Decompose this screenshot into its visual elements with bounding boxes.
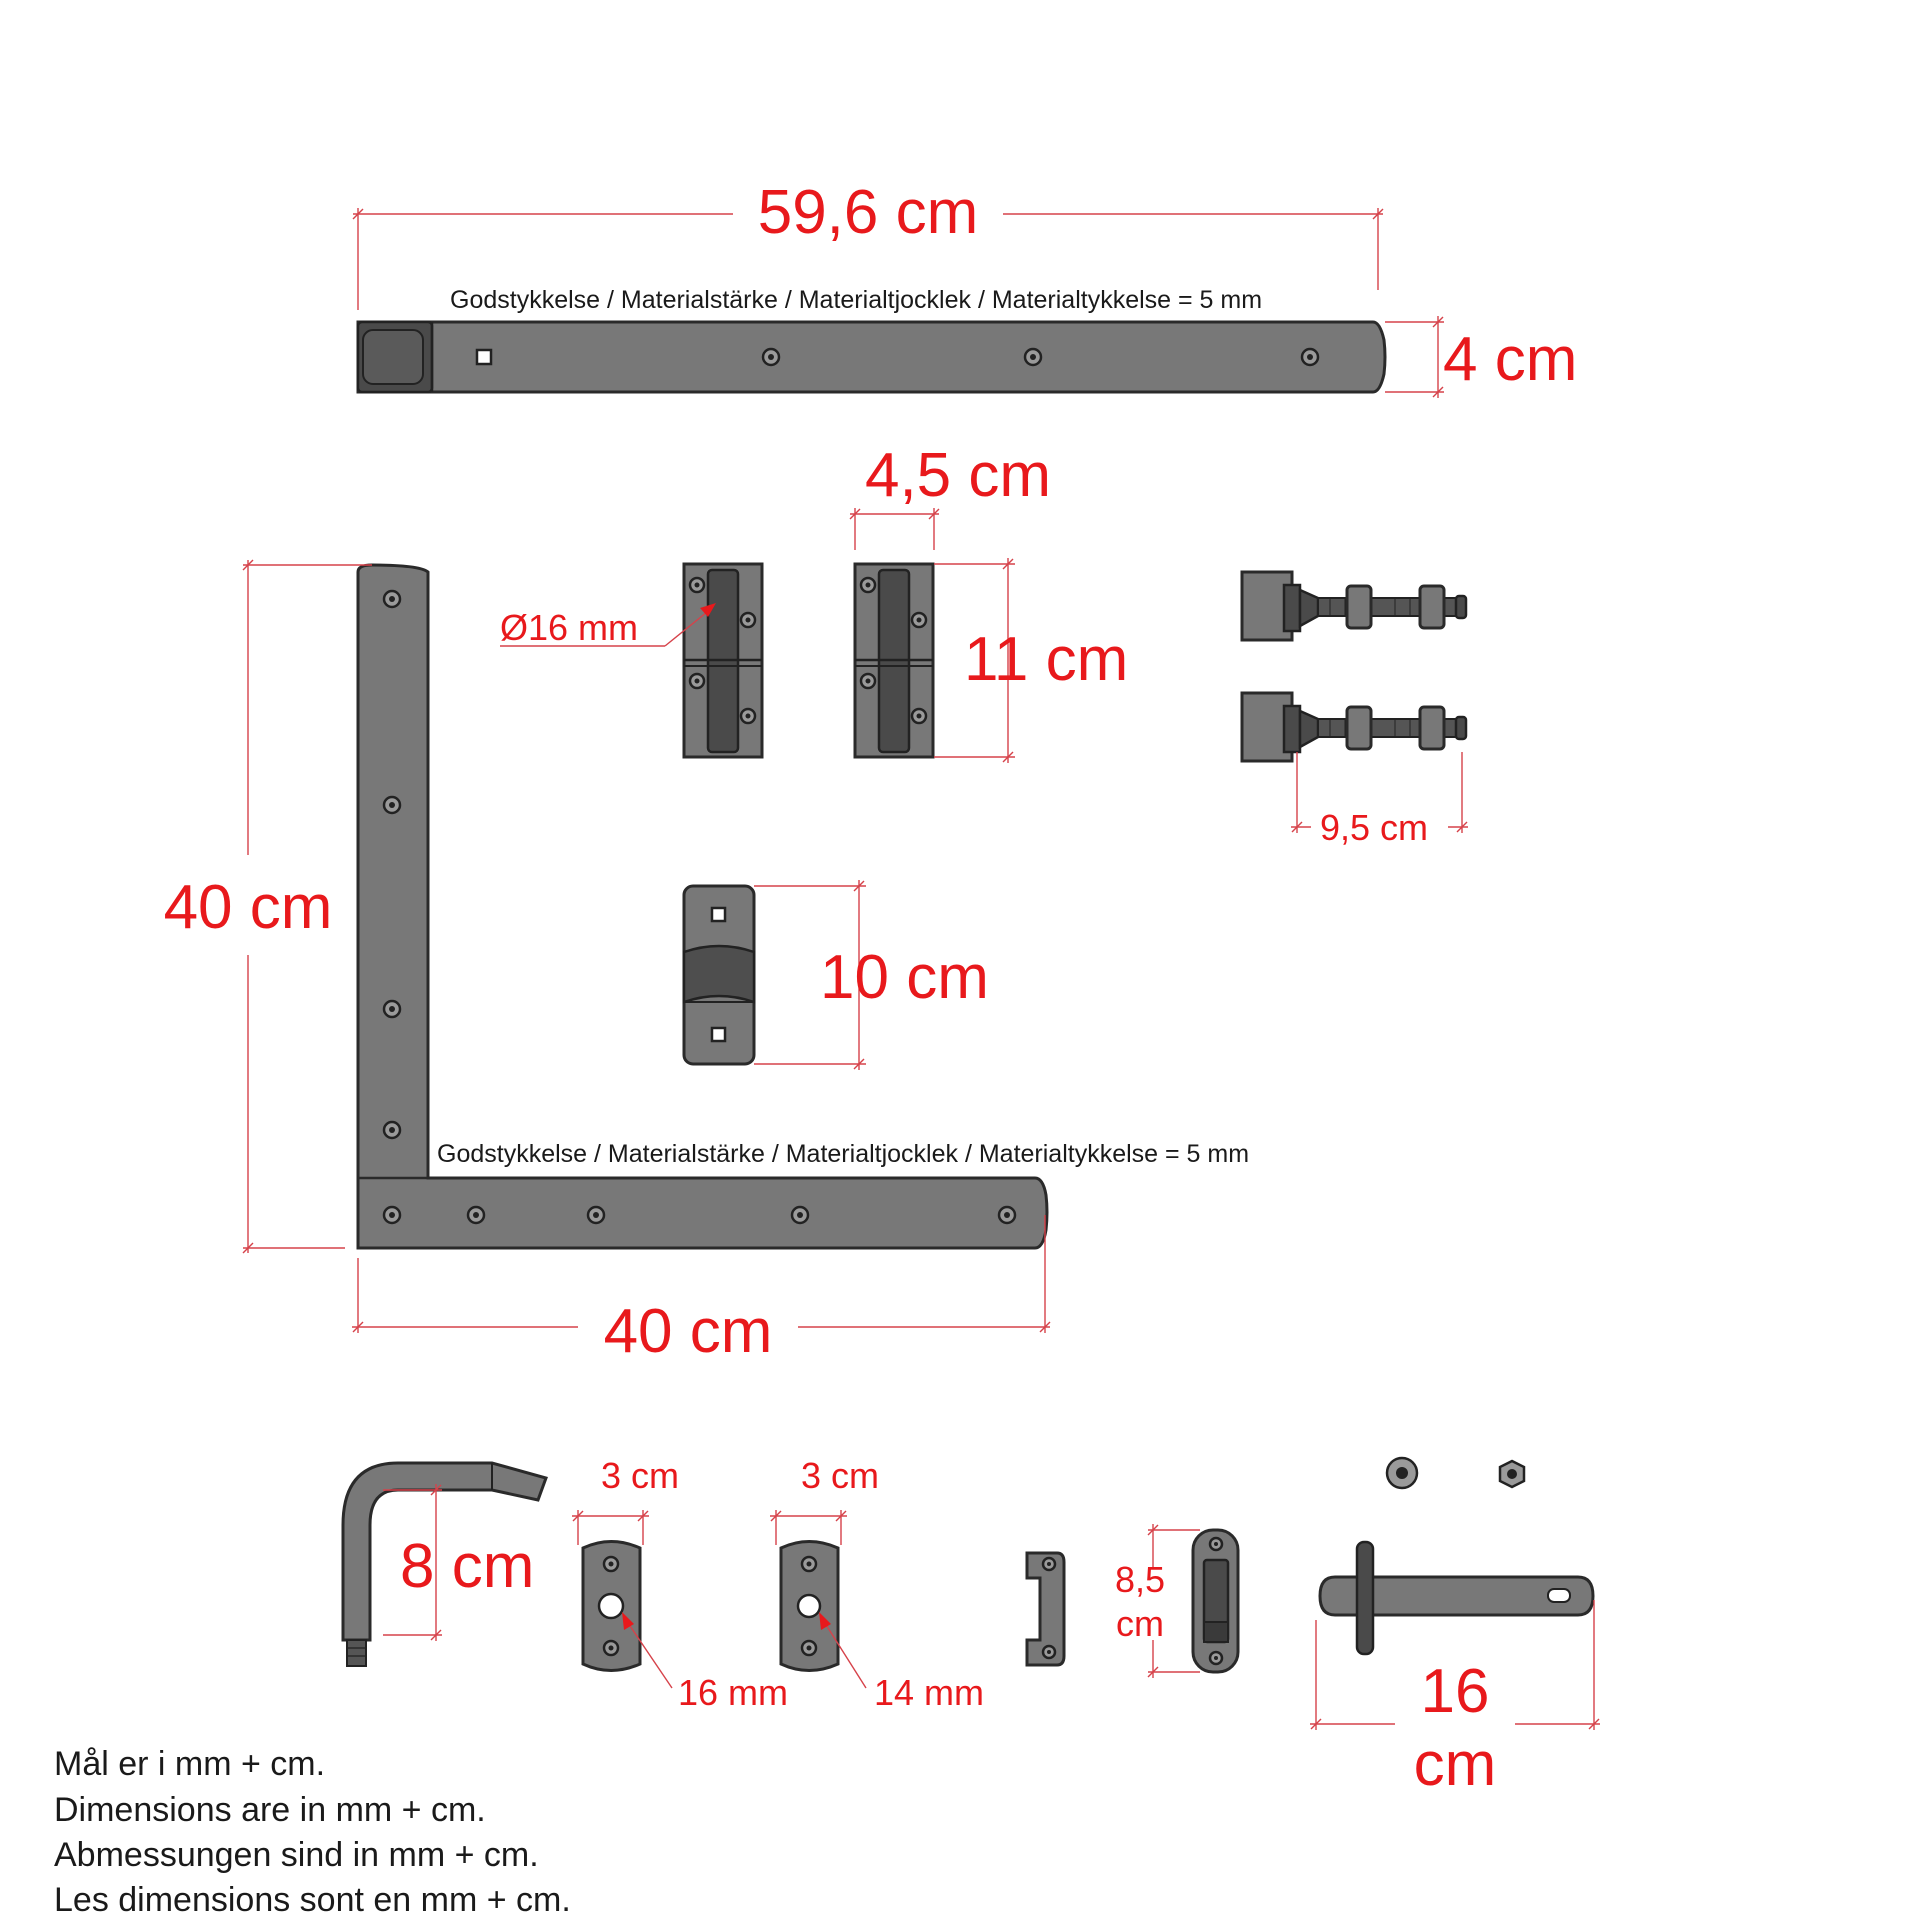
pintle-height-label: 11 cm xyxy=(964,625,1129,694)
hinge-vertical-dimension xyxy=(164,560,372,1253)
bolt-length-dimension xyxy=(1291,752,1468,848)
bolt-number-label: 16 xyxy=(1420,1657,1490,1726)
pintle-width-dimension xyxy=(850,441,1051,550)
hinge-vertical-label: 40 cm xyxy=(163,873,333,942)
bolt-pintle-bottom xyxy=(1242,693,1466,761)
bolt-pintle-top xyxy=(1242,572,1466,640)
plate-height-label: 10 cm xyxy=(820,943,989,1012)
thickness-note-top: Godstykkelse / Materialstärke / Materialtjocklek / Materialtykkelse = 5 mm xyxy=(450,286,1263,314)
eye-plate-2-hole-label: 14 mm xyxy=(874,1672,985,1713)
barrel-bolt-dimension xyxy=(1310,1600,1600,1799)
pintle-plate-left xyxy=(684,564,762,757)
washer-icon xyxy=(1387,1458,1417,1488)
bolt-unit-label: cm xyxy=(1413,1730,1497,1799)
hook-length-dimension xyxy=(383,1484,534,1641)
hinge-horizontal-label: 40 cm xyxy=(603,1297,773,1366)
keeper-bracket xyxy=(1027,1553,1064,1665)
nut-icon xyxy=(1500,1461,1524,1487)
strap-height-dimension xyxy=(1385,316,1577,398)
plate-height-dimension xyxy=(754,880,989,1070)
units-note-german: Abmessungen sind in mm + cm. xyxy=(54,1836,539,1874)
eye-plate-2-width-label: 3 cm xyxy=(800,1455,880,1496)
hook-length-label: 8 cm xyxy=(400,1532,535,1601)
strap-height-label: 4 cm xyxy=(1443,325,1578,394)
pintle-height-dimension xyxy=(934,558,1128,763)
eye-plate-1-hole-label: 16 mm xyxy=(678,1672,789,1713)
strap-hinge-drawing xyxy=(358,322,1385,392)
pintle-width-label: 4,5 cm xyxy=(864,441,1052,510)
eye-plate-1-width-label: 3 cm xyxy=(600,1455,680,1496)
eye-plate-14mm xyxy=(781,1542,838,1671)
units-note-danish: Mål er i mm + cm. xyxy=(54,1745,326,1783)
hinge-plate-drawing xyxy=(684,886,754,1064)
keeper-height-unit: cm xyxy=(1116,1603,1164,1644)
keeper-height-number: 8,5 xyxy=(1114,1559,1166,1600)
keeper-height-dimension xyxy=(1115,1524,1200,1678)
units-note-french: Les dimensions sont en mm + cm. xyxy=(54,1881,571,1919)
strap-length-label: 59,6 cm xyxy=(757,178,979,247)
barrel-bolt xyxy=(1320,1542,1593,1654)
keeper-plate xyxy=(1193,1530,1238,1672)
units-note xyxy=(54,1745,571,1919)
eye-plate-16mm xyxy=(583,1542,640,1671)
bolt-length-label: 9,5 cm xyxy=(1320,807,1429,848)
units-note-english: Dimensions are in mm + cm. xyxy=(54,1791,486,1829)
pin-diameter-label: Ø16 mm xyxy=(500,607,639,648)
pintle-plate-right xyxy=(855,564,933,757)
thickness-note-corner: Godstykkelse / Materialstärke / Materialtjocklek / Materialtykkelse = 5 mm xyxy=(437,1140,1250,1168)
